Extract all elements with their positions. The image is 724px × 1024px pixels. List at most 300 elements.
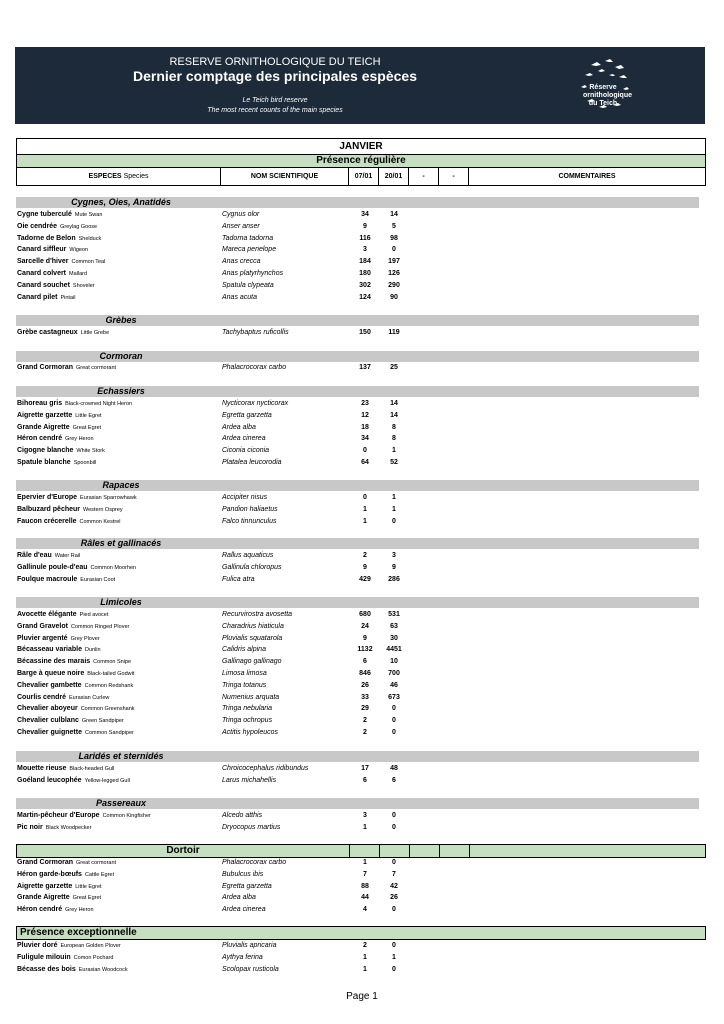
scientific-name: Actitis hypoleucos	[222, 729, 279, 736]
scientific-name: Charadrius hiaticula	[222, 622, 284, 630]
count-date2: 0	[392, 859, 396, 866]
species-name-en: Mute Swan	[74, 212, 103, 218]
scientific-name: Tringa totanus	[222, 681, 267, 689]
count-date1: 1	[363, 517, 367, 525]
col-date3-header: -	[409, 168, 439, 185]
scientific-name: Larus michahellis	[222, 776, 277, 784]
species-name-en: Grey Plover	[70, 635, 100, 642]
count-date1: 846	[359, 670, 371, 677]
count-date2: 14	[390, 211, 398, 218]
count-date2: 0	[392, 717, 396, 725]
table-row	[17, 692, 697, 703]
table-row	[17, 445, 697, 456]
count-date2: 14	[390, 400, 398, 407]
table-row	[17, 457, 697, 468]
count-date1: 9	[363, 563, 367, 571]
count-date2: 119	[388, 329, 400, 336]
scientific-name: Gallinula chloropus	[222, 563, 282, 571]
species-name-en: Eurasian Coot	[80, 576, 116, 583]
species-name-fr: Grand Cormoran Great cormorant	[17, 859, 117, 866]
species-name-fr: Fuligule milouin Comon Pochard	[17, 953, 114, 961]
table-header-box	[16, 138, 706, 186]
scientific-name: Dryocopus martius	[222, 823, 281, 831]
table-row	[17, 221, 697, 232]
species-name-fr: Grande Aigrette Great Egret	[17, 423, 102, 431]
scientific-name: Anas acuta	[222, 293, 258, 301]
count-date2: 0	[392, 705, 396, 713]
table-row	[17, 680, 697, 691]
header-subtitle-en: Le Teich bird reserve	[242, 97, 308, 104]
table-row	[17, 504, 697, 515]
species-name-fr: Epervier d'Europe Eurasian Sparrowhawk	[17, 494, 137, 501]
count-date2: 48	[390, 765, 398, 772]
table-row	[17, 822, 697, 833]
scientific-name: Nycticorax nycticorax	[222, 400, 289, 407]
section-header	[16, 386, 699, 397]
species-name-fr: Bécassine des marais Common Snipe	[17, 658, 132, 666]
table-row	[17, 562, 697, 573]
count-date2: 531	[388, 611, 400, 618]
section-title: Cygnes, Oies, Anatidés	[71, 197, 171, 207]
count-date1: 1	[363, 965, 367, 973]
table-row	[17, 668, 697, 679]
count-date1: 33	[361, 693, 369, 701]
section-title: Présence exceptionnelle	[20, 927, 137, 938]
species-name-fr: Chevalier aboyeur Common Greenshank	[17, 705, 135, 713]
count-date2: 63	[390, 622, 398, 630]
scientific-name: Pandion haliaetus	[222, 505, 278, 513]
count-date1: 1	[363, 505, 367, 513]
count-date2: 286	[388, 575, 400, 583]
col-scientific-header: NOM SCIENTIFIQUE	[221, 168, 349, 185]
count-date1: 34	[361, 211, 369, 218]
count-date2: 1	[392, 505, 396, 513]
count-date2: 8	[392, 435, 396, 443]
species-name-en: Great cormorant	[76, 365, 117, 371]
count-date1: 7	[363, 870, 367, 878]
species-name-fr: Balbuzard pêcheur Western Osprey	[17, 505, 123, 513]
scientific-name: Egretta garzetta	[222, 882, 272, 890]
scientific-name: Ardea alba	[222, 423, 256, 431]
count-date1: 184	[359, 258, 371, 266]
count-date2: 7	[392, 870, 396, 878]
species-name-fr: Spatule blanche Spoonbill	[17, 459, 97, 466]
count-date1: 1132	[357, 646, 373, 654]
species-name-en: Common Snipe	[93, 659, 132, 666]
species-name-en: Great cormorant	[76, 860, 117, 866]
table-row	[17, 362, 697, 373]
count-date1: 302	[359, 281, 371, 289]
section-header	[16, 751, 699, 762]
count-date1: 88	[361, 882, 369, 890]
count-date1: 680	[359, 611, 371, 618]
species-name-en: Common Ringed Plover	[70, 623, 130, 630]
species-name-en: Wigeon	[69, 247, 89, 254]
month-title: JANVIER	[17, 139, 705, 155]
species-name-fr: Mouette rieuse Black-headed Gull	[17, 765, 115, 772]
count-date1: 6	[363, 776, 367, 784]
table-row	[17, 775, 697, 786]
count-date2: 5	[392, 222, 396, 230]
scientific-name: Bubulcus ibis	[222, 870, 264, 878]
species-name-fr: Faucon crécerelle Common Kestrel	[17, 517, 121, 525]
count-date2: 0	[392, 823, 396, 831]
count-date2: 1	[392, 494, 396, 501]
count-date1: 2	[363, 729, 367, 736]
scientific-name: Limosa limosa	[222, 670, 267, 677]
species-name-fr: Martin-pêcheur d'Europe Common Kingfisher	[17, 812, 151, 819]
count-date2: 30	[390, 634, 398, 642]
count-date2: 6	[392, 776, 396, 784]
species-name-fr: Pluvier argenté Grey Plover	[17, 634, 100, 642]
species-name-en: White Stork	[76, 448, 105, 455]
count-date1: 44	[361, 894, 369, 902]
count-date2: 3	[392, 552, 396, 559]
col-comments-header: COMMENTAIRES	[558, 173, 616, 180]
count-date1: 9	[363, 222, 367, 230]
count-date2: 290	[388, 281, 400, 289]
table-row	[17, 268, 697, 279]
species-name-en: Greylag Goose	[60, 223, 98, 230]
species-name-fr: Cygne tuberculé Mute Swan	[17, 211, 103, 218]
count-date2: 14	[390, 411, 398, 419]
table-row	[17, 433, 697, 444]
species-name-fr: Grande Aigrette Great Egret	[17, 894, 102, 902]
count-date1: 429	[359, 575, 371, 583]
scientific-name: Fulica atra	[222, 575, 255, 583]
species-name-fr: Pic noir Black Woodpecker	[17, 823, 92, 831]
table-row	[17, 609, 697, 620]
table-row	[17, 904, 697, 915]
species-name-fr: Bécasse des bois Eurasian Woodcock	[17, 965, 128, 973]
column-headers	[17, 168, 705, 185]
scientific-name: Chroicocephalus ridibundus	[222, 765, 309, 772]
species-name-en: Common Redshank	[84, 682, 134, 689]
species-name-en: Eurasian Curlew	[69, 694, 110, 701]
species-name-fr: Canard pilet Pintail	[17, 293, 76, 301]
species-name-en: Little Egret	[75, 412, 102, 419]
table-row	[17, 644, 697, 655]
count-date1: 4	[363, 906, 367, 914]
scientific-name: Tringa ochropus	[222, 717, 273, 725]
species-name-en: European Golden Plover	[60, 943, 121, 949]
table-row	[17, 656, 697, 667]
scientific-name: Accipiter nisus	[222, 494, 268, 501]
count-date2: 0	[392, 517, 396, 525]
species-name-fr: Bihoreau gris Black-crowned Night Heron	[17, 400, 133, 407]
species-name-en: Pied avocet	[79, 612, 109, 618]
count-date2: 0	[392, 729, 396, 736]
count-date2: 700	[388, 670, 400, 677]
count-date2: 46	[390, 681, 398, 689]
scientific-name: Pluvialis apricaria	[222, 942, 277, 949]
header-reserve-name: RESERVE ORNITHOLOGIQUE DU TEICH	[169, 56, 381, 68]
scientific-name: Alcedo atthis	[222, 812, 263, 819]
scientific-name: Tadorna tadorna	[222, 234, 274, 242]
section-title: Râles et gallinacés	[80, 538, 162, 548]
species-name-en: Great Egret	[72, 424, 102, 431]
species-name-en: Great Egret	[72, 895, 102, 902]
count-date2: 1	[392, 953, 396, 961]
section-header	[16, 351, 699, 362]
species-name-en: Shelduck	[78, 235, 102, 242]
table-row	[17, 492, 697, 503]
table-row	[17, 727, 697, 738]
table-row	[17, 280, 697, 291]
species-name-fr: Héron cendré Grey Heron	[17, 435, 94, 443]
species-name-en: Water Rail	[54, 553, 81, 559]
count-date1: 150	[359, 329, 371, 336]
table-row	[17, 256, 697, 267]
species-name-en: Common Kingfisher	[102, 813, 151, 819]
table-row	[17, 233, 697, 244]
scientific-name: Anas platyrhynchos	[222, 270, 284, 277]
scientific-name: Anser anser	[222, 222, 260, 230]
count-date2: 90	[390, 293, 398, 301]
scientific-name: Recurvirostra avosetta	[222, 611, 293, 618]
scientific-name: Rallus aquaticus	[222, 552, 274, 559]
species-name-en: Black-crowned Night Heron	[65, 401, 133, 407]
header-title: Dernier comptage des principales espèces	[132, 68, 417, 84]
count-date1: 1	[363, 823, 367, 831]
species-name-fr: Tadorne de Belon Shelduck	[17, 234, 102, 242]
species-name-en: Mallard	[69, 271, 88, 277]
species-name-fr: Grèbe castagneux Little Grebe	[17, 329, 110, 336]
species-name-fr: Chevalier gambette Common Redshank	[17, 681, 134, 689]
presence-reguliere-title: Présence régulière	[17, 155, 705, 168]
count-date2: 1	[392, 447, 396, 455]
species-name-fr: Râle d'eau Water Rail	[17, 552, 81, 559]
count-date1: 64	[361, 459, 369, 466]
table-row	[17, 715, 697, 726]
table-row	[17, 952, 697, 963]
count-date2: 0	[392, 246, 396, 254]
species-name-fr: Courlis cendré Eurasian Curlew	[17, 693, 110, 701]
section-header	[16, 197, 699, 208]
scientific-name: Tachybaptus ruficollis	[222, 329, 289, 336]
species-name-en: Black-headed Gull	[69, 766, 115, 772]
species-name-fr: Canard siffleur Wigeon	[17, 246, 89, 254]
section-header	[16, 538, 699, 549]
table-row	[17, 940, 697, 951]
species-name-fr: Foulque macroule Eurasian Coot	[17, 575, 116, 583]
count-date2: 98	[390, 234, 398, 242]
species-name-fr: Aigrette garzette Little Egret	[17, 882, 102, 890]
count-date2: 52	[390, 459, 398, 466]
scientific-name: Aythya ferina	[222, 953, 263, 961]
table-row	[17, 703, 697, 714]
count-date1: 2	[363, 717, 367, 725]
count-date1: 18	[361, 423, 369, 431]
count-date1: 9	[363, 634, 367, 642]
count-date2: 9	[392, 563, 396, 571]
section-header	[16, 798, 699, 809]
table-row	[17, 857, 697, 868]
species-name-fr: Oie cendrée Greylag Goose	[17, 222, 98, 230]
scientific-name: Gallinago gallinago	[222, 658, 282, 666]
count-date1: 12	[361, 411, 369, 419]
page-header	[15, 47, 705, 124]
scientific-name: Falco tinnunculus	[222, 517, 277, 525]
count-date2: 126	[388, 270, 400, 277]
species-name-fr: Cigogne blanche White Stork	[17, 447, 105, 455]
species-name-en: Common Sandpiper	[84, 730, 134, 736]
scientific-name: Calidris alpina	[222, 646, 266, 654]
scientific-name: Platalea leucorodia	[222, 459, 282, 466]
table-row	[17, 550, 697, 561]
section-title: Cormoran	[99, 351, 143, 361]
table-row	[17, 410, 697, 421]
count-date1: 124	[359, 293, 371, 301]
species-name-en: Green Sandpiper	[81, 718, 124, 725]
table-row	[17, 398, 697, 409]
species-name-fr: Chevalier guignette Common Sandpiper	[17, 729, 134, 736]
species-name-en: Grey Heron	[65, 907, 94, 914]
count-date1: 24	[361, 622, 369, 630]
section-title: Limicoles	[100, 597, 142, 607]
species-name-en: Black Woodpecker	[45, 824, 92, 831]
scientific-name: Spatula clypeata	[222, 281, 274, 289]
species-name-en: Grey Heron	[65, 436, 94, 443]
count-date1: 180	[359, 270, 371, 277]
table-row	[17, 422, 697, 433]
table-row	[17, 292, 697, 303]
page-number: Page 1	[346, 991, 378, 1002]
exceptionnelle-section-header	[16, 926, 706, 940]
species-name-en: Little Grebe	[80, 330, 110, 336]
col-date1-header: 07/01	[349, 168, 379, 185]
species-name-en: Pintail	[60, 294, 76, 301]
section-title: Grèbes	[105, 315, 137, 325]
count-date1: 6	[363, 658, 367, 666]
table-row	[17, 209, 697, 220]
species-name-en: Eurasian Woodcock	[78, 966, 128, 973]
count-date1: 3	[363, 246, 367, 254]
table-row	[17, 964, 697, 975]
species-name-en: Yellow-legged Gull	[84, 777, 130, 784]
count-date1: 3	[363, 812, 367, 819]
count-date2: 0	[392, 942, 396, 949]
count-date2: 10	[390, 658, 398, 666]
species-name-en: Shoveler	[72, 282, 95, 289]
table-row	[17, 621, 697, 632]
section-title: Passereaux	[95, 798, 147, 808]
logo-text: Réserve ornithologique du Teich	[583, 84, 632, 107]
count-date2: 26	[390, 894, 398, 902]
species-name-en: Common Moorhen	[90, 564, 137, 571]
count-date1: 2	[363, 942, 367, 949]
table-row	[17, 327, 697, 338]
scientific-name: Ardea cinerea	[222, 906, 266, 914]
count-date1: 137	[359, 364, 371, 371]
count-date1: 1	[363, 859, 367, 866]
section-header	[16, 315, 699, 326]
dortoir-section-header	[16, 844, 706, 858]
count-date2: 42	[390, 882, 398, 890]
species-name-fr: Grand Gravelot Common Ringed Plover	[17, 622, 130, 630]
species-name-en: Common Kestrel	[79, 518, 121, 525]
scientific-name: Tringa nebularia	[222, 705, 273, 713]
species-name-fr: Canard souchet Shoveler	[17, 281, 95, 289]
section-title: Echassiers	[97, 386, 145, 396]
scientific-name: Ciconia ciconia	[222, 447, 270, 455]
scientific-name: Anas crecca	[222, 258, 261, 266]
count-date1: 0	[363, 494, 367, 501]
species-name-fr: Barge à queue noire Black-tailed Godwit	[17, 670, 135, 677]
species-name-en: Dunlin	[85, 647, 101, 654]
species-name-fr: Goéland leucophée Yellow-legged Gull	[17, 776, 130, 784]
species-name-en: Cattle Egret	[84, 871, 114, 878]
scientific-name: Phalacrocorax carbo	[222, 859, 287, 866]
count-date1: 23	[361, 400, 369, 407]
scientific-name: Mareca penelope	[222, 246, 277, 254]
count-date1: 1	[363, 953, 367, 961]
section-title: Dortoir	[166, 845, 200, 856]
scientific-name: Ardea alba	[222, 894, 256, 902]
count-date1: 26	[361, 681, 369, 689]
count-date1: 2	[363, 552, 367, 559]
table-row	[17, 244, 697, 255]
table-row	[17, 869, 697, 880]
section-header	[16, 480, 699, 491]
table-row	[17, 633, 697, 644]
count-date2: 0	[392, 965, 396, 973]
species-name-fr: Avocette élégante Pied avocet	[17, 611, 109, 618]
table-row	[17, 892, 697, 903]
species-name-en: Eurasian Sparrowhawk	[80, 495, 137, 501]
species-name-fr: Grand Cormoran Great cormorant	[17, 364, 117, 371]
count-date2: 673	[388, 693, 400, 701]
species-name-fr: Canard colvert Mallard	[17, 270, 88, 277]
species-name-en: Common Teal	[71, 259, 106, 266]
species-name-en: Western Osprey	[83, 506, 123, 513]
count-date1: 0	[363, 447, 367, 455]
scientific-name: Ardea cinerea	[222, 435, 266, 443]
section-title: Rapaces	[102, 480, 140, 490]
count-date1: 34	[361, 435, 369, 443]
species-name-fr: Héron cendré Grey Heron	[17, 906, 94, 914]
section-title: Laridés et sternidés	[78, 751, 164, 761]
scientific-name: Scolopax rusticola	[222, 965, 279, 973]
species-name-fr: Héron garde-bœufs Cattle Egret	[17, 870, 114, 878]
species-name-en: Spoonbill	[73, 460, 97, 466]
species-name-fr: Sarcelle d'hiver Common Teal	[17, 258, 106, 266]
col-species-header: ESPECES Species	[17, 168, 221, 185]
table-row	[17, 881, 697, 892]
table-row	[17, 516, 697, 527]
scientific-name: Cygnus olor	[222, 211, 260, 218]
count-date1: 17	[361, 765, 369, 772]
species-name-en: Comon Pochard	[73, 954, 114, 961]
species-name-en: Little Egret	[75, 883, 102, 890]
section-header	[16, 597, 699, 608]
count-date2: 197	[388, 258, 400, 266]
species-name-fr: Bécasseau variable Dunlin	[17, 646, 101, 654]
count-date2: 25	[390, 364, 398, 371]
count-date2: 4451	[386, 646, 402, 654]
species-name-fr: Aigrette garzette Little Egret	[17, 411, 102, 419]
col-date4-header: -	[439, 168, 469, 185]
scientific-name: Numenius arquata	[222, 693, 280, 701]
table-row	[17, 763, 697, 774]
count-date1: 29	[361, 705, 369, 713]
count-date2: 8	[392, 423, 396, 431]
count-date2: 0	[392, 812, 396, 819]
species-name-fr: Gallinule poule-d'eau Common Moorhen	[17, 563, 137, 571]
scientific-name: Pluvialis squatarola	[222, 634, 283, 642]
scientific-name: Phalacrocorax carbo	[222, 364, 287, 371]
table-row	[17, 574, 697, 585]
